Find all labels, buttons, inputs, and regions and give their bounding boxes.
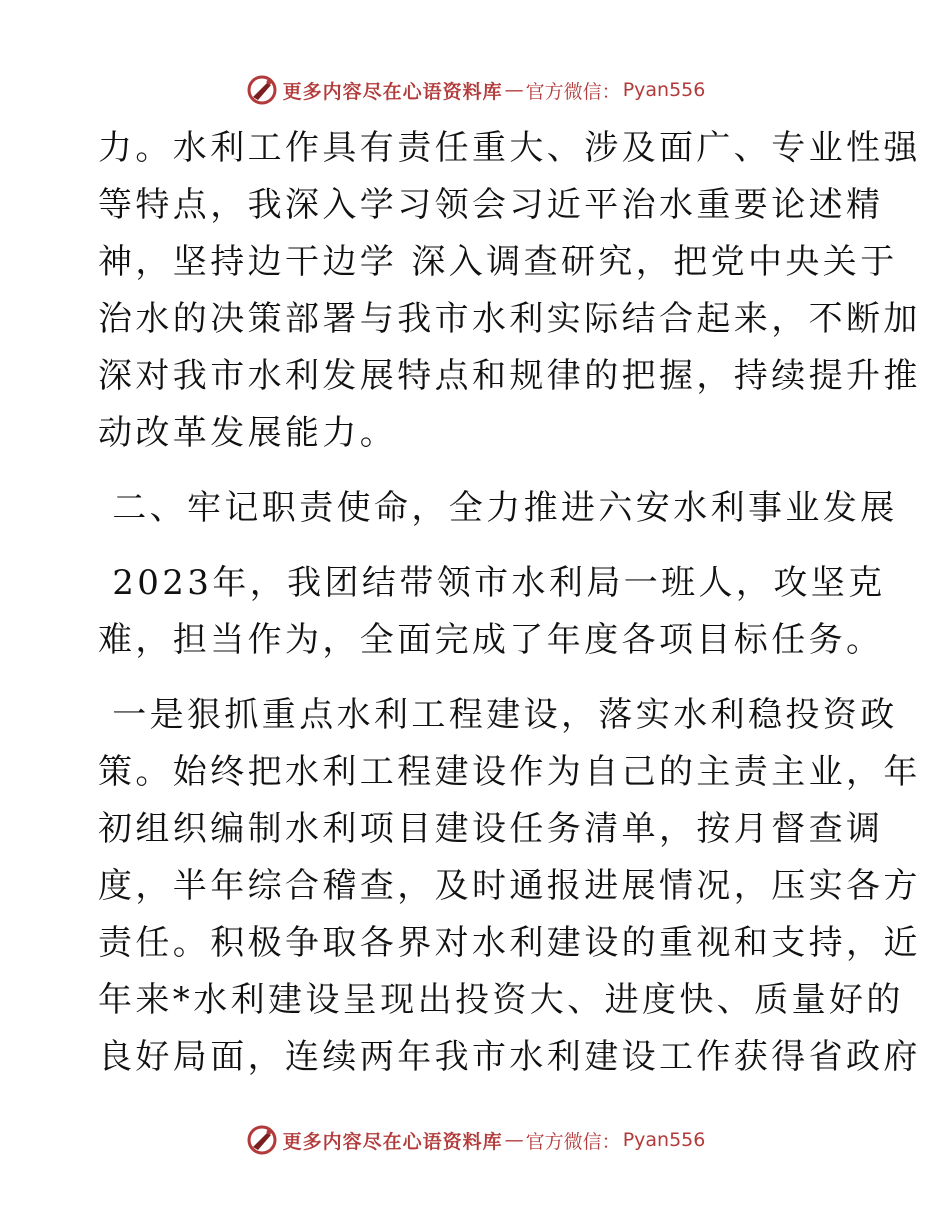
text-line: 责任。积极争取各界对水利建设的重视和支持，近 — [98, 923, 921, 963]
promo-text: 更多内容尽在心语资料库 — [282, 1130, 503, 1153]
heading-line: 二、牢记职责使命，全力推进六安水利事业发展 — [98, 488, 898, 528]
text-line: 良好局面，连续两年我市水利建设工作获得省政府 — [98, 1037, 921, 1077]
wechat-label: 官方微信： — [525, 1130, 621, 1153]
text-line: 策。始终把水利工程建设作为自己的主责主业，年 — [98, 752, 921, 792]
text-line: 一是狠抓重点水利工程建设，落实水利稳投资政 — [98, 695, 898, 735]
paragraph-continuation — [98, 120, 921, 462]
text-line: 力。水利工作具有责任重大、涉及面广、专业性强 — [98, 128, 921, 168]
text-line: 动改革发展能力。 — [98, 413, 398, 453]
text-line: 神，坚持边干边学 深入调查研究，把党中央关于 — [98, 242, 898, 282]
text-line: 治水的决策部署与我市水利实际结合起来，不断加 — [98, 299, 921, 339]
banner-dash: — — [504, 1129, 524, 1151]
wechat-account: Pyan556 — [622, 79, 706, 101]
brush-seal-logo-icon — [245, 1123, 279, 1157]
brush-seal-logo-icon — [245, 73, 279, 107]
text-line: 初组织编制水利项目建设任务清单，按月督查调 — [98, 809, 884, 849]
banner-dash: — — [504, 79, 524, 101]
section-heading — [98, 480, 898, 537]
document-body — [98, 120, 921, 1086]
promo-text: 更多内容尽在心语资料库 — [282, 80, 503, 103]
paragraph-summary — [98, 555, 886, 669]
wechat-account: Pyan556 — [622, 1129, 706, 1151]
text-line: 深对我市水利发展特点和规律的把握，持续提升推 — [98, 356, 921, 396]
wechat-label: 官方微信： — [525, 80, 621, 103]
text-line: 难，担当作为，全面完成了年度各项目标任务。 — [98, 620, 884, 660]
text-line: 年来*水利建设呈现出投资大、进度快、质量好的 — [98, 980, 904, 1020]
header-watermark-banner — [0, 70, 950, 110]
text-line: 等特点，我深入学习领会习近平治水重要论述精 — [98, 185, 884, 225]
text-line: 度，半年综合稽查，及时通报进展情况，压实各方 — [98, 866, 921, 906]
paragraph-construction — [98, 687, 921, 1086]
footer-watermark-banner — [0, 1120, 950, 1160]
text-line: 2023年，我团结带领市水利局一班人，攻坚克 — [98, 563, 886, 603]
